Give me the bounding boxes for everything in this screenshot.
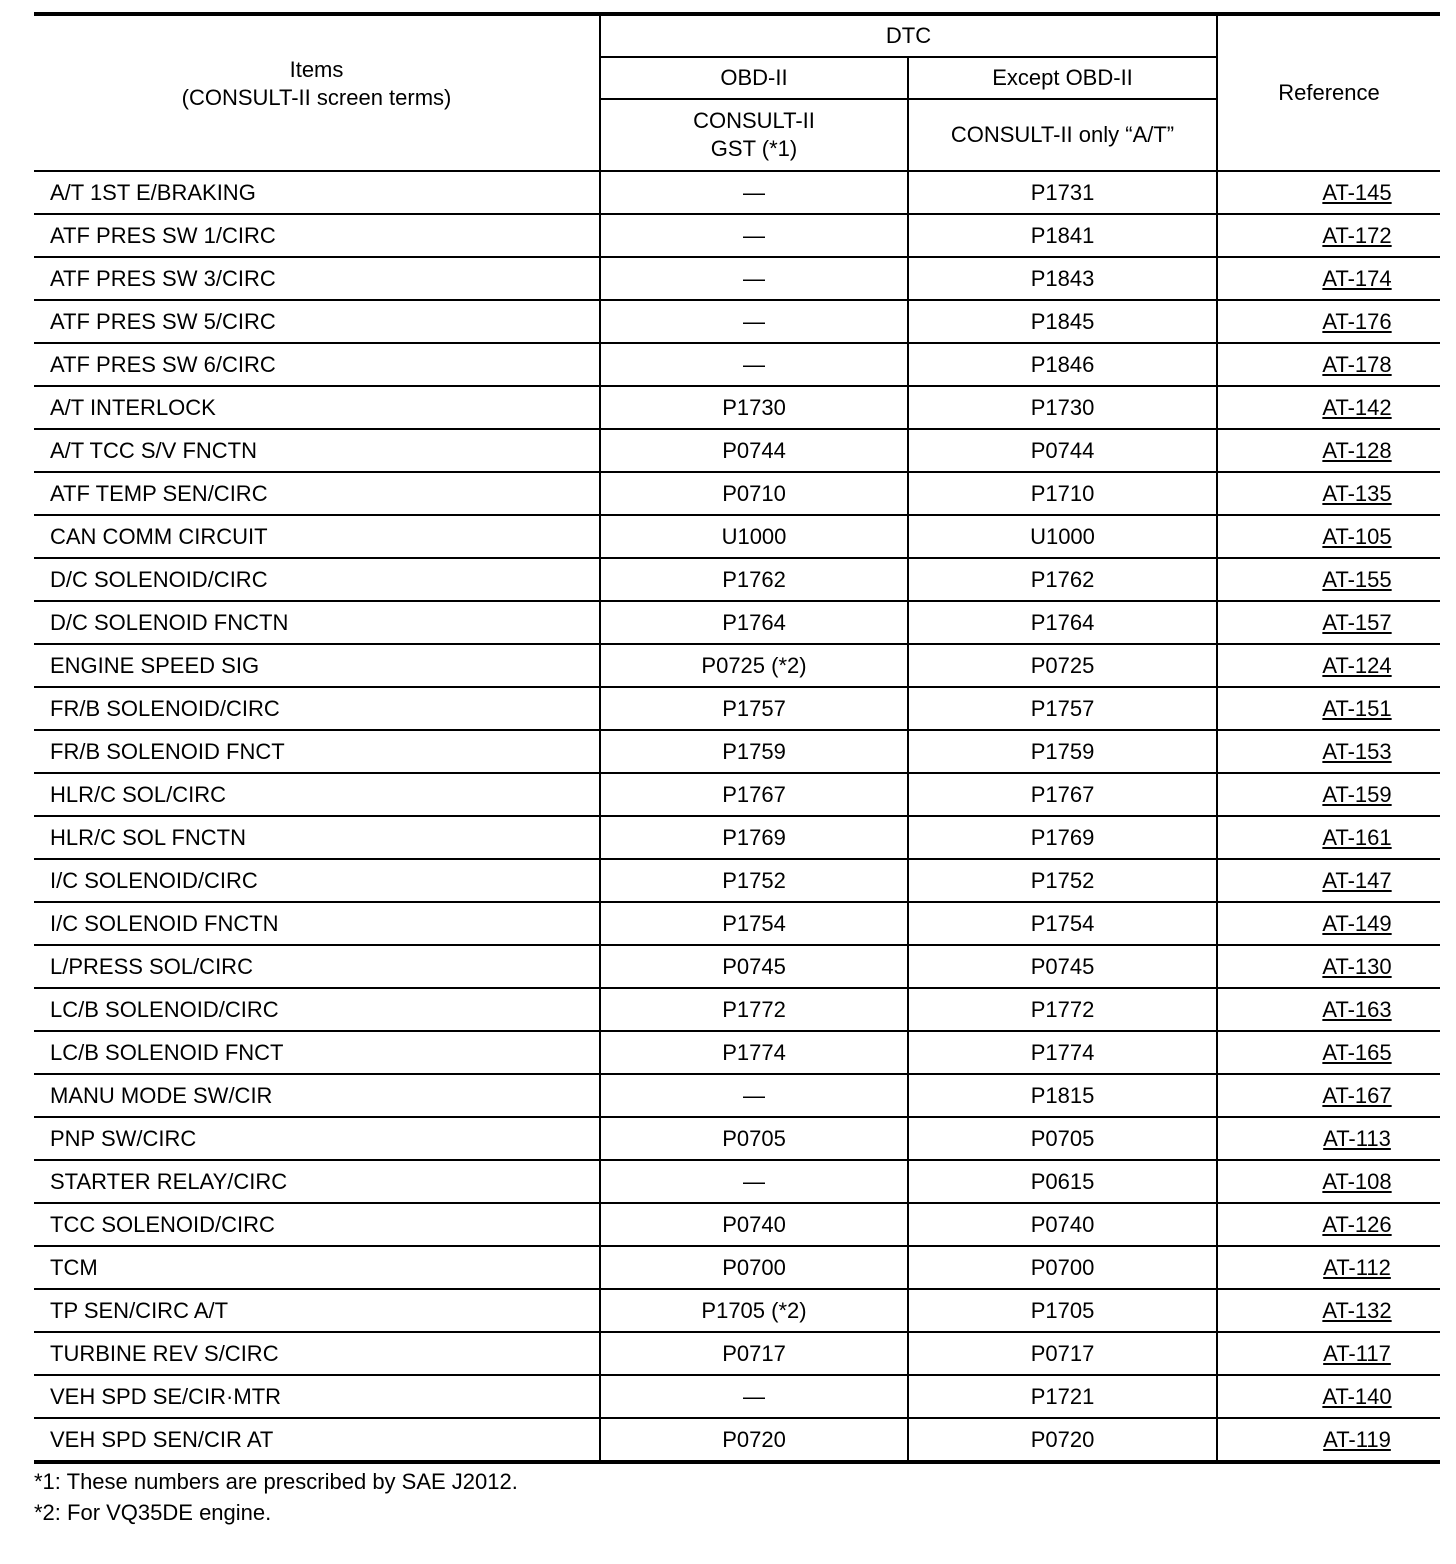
cell-except-obd-dtc: P1730 <box>908 386 1217 429</box>
cell-item-name: A/T 1ST E/BRAKING <box>34 171 600 214</box>
reference-link[interactable]: AT-172 <box>1322 222 1392 248</box>
cell-reference <box>1217 558 1440 601</box>
header-items <box>34 14 600 171</box>
cell-obd-dtc: P0717 <box>600 1332 908 1375</box>
cell-reference <box>1217 1418 1440 1462</box>
reference-link[interactable]: AT-147 <box>1322 867 1392 893</box>
table-row <box>34 1246 1440 1289</box>
table-row <box>34 429 1440 472</box>
table-row <box>34 1031 1440 1074</box>
cell-item-name: LC/B SOLENOID FNCT <box>34 1031 600 1074</box>
reference-link[interactable]: AT-112 <box>1323 1254 1391 1280</box>
reference-link[interactable]: AT-126 <box>1322 1211 1392 1237</box>
cell-except-obd-dtc: P0615 <box>908 1160 1217 1203</box>
cell-except-obd-dtc: P1841 <box>908 214 1217 257</box>
cell-item-name: ATF PRES SW 5/CIRC <box>34 300 600 343</box>
header-reference: Reference <box>1217 14 1440 171</box>
reference-link[interactable]: AT-149 <box>1322 910 1392 936</box>
reference-link[interactable]: AT-140 <box>1322 1383 1392 1409</box>
cell-item-name: I/C SOLENOID/CIRC <box>34 859 600 902</box>
cell-item-name: TCM <box>34 1246 600 1289</box>
cell-item-name: ATF PRES SW 1/CIRC <box>34 214 600 257</box>
table-body <box>34 171 1440 1462</box>
cell-obd-dtc: P1705 (*2) <box>600 1289 908 1332</box>
table-row <box>34 773 1440 816</box>
header-items-subtitle: (CONSULT-II screen terms) <box>181 85 452 110</box>
cell-obd-dtc: — <box>600 343 908 386</box>
cell-item-name: ATF TEMP SEN/CIRC <box>34 472 600 515</box>
cell-except-obd-dtc: P1762 <box>908 558 1217 601</box>
cell-reference <box>1217 1160 1440 1203</box>
table-row <box>34 945 1440 988</box>
cell-except-obd-dtc: P1754 <box>908 902 1217 945</box>
cell-reference <box>1217 1074 1440 1117</box>
cell-reference <box>1217 902 1440 945</box>
reference-link[interactable]: AT-117 <box>1323 1340 1391 1366</box>
cell-reference <box>1217 687 1440 730</box>
cell-obd-dtc: P0720 <box>600 1418 908 1462</box>
cell-except-obd-dtc: P0717 <box>908 1332 1217 1375</box>
cell-reference <box>1217 1289 1440 1332</box>
table-row <box>34 472 1440 515</box>
cell-obd-dtc: P1757 <box>600 687 908 730</box>
table-row <box>34 859 1440 902</box>
header-gst-label: GST (*1) <box>710 136 798 161</box>
table-row <box>34 1289 1440 1332</box>
cell-except-obd-dtc: P1769 <box>908 816 1217 859</box>
table-row <box>34 902 1440 945</box>
cell-except-obd-dtc: P1721 <box>908 1375 1217 1418</box>
cell-except-obd-dtc: U1000 <box>908 515 1217 558</box>
table-row <box>34 1332 1440 1375</box>
reference-link[interactable]: AT-161 <box>1322 824 1392 850</box>
reference-link[interactable]: AT-124 <box>1322 652 1392 678</box>
table-row <box>34 1117 1440 1160</box>
reference-link[interactable]: AT-153 <box>1322 738 1392 764</box>
cell-item-name: D/C SOLENOID FNCTN <box>34 601 600 644</box>
reference-link[interactable]: AT-135 <box>1322 480 1392 506</box>
cell-reference <box>1217 343 1440 386</box>
cell-reference <box>1217 988 1440 1031</box>
cell-except-obd-dtc: P1731 <box>908 171 1217 214</box>
cell-except-obd-dtc: P0705 <box>908 1117 1217 1160</box>
cell-item-name: TCC SOLENOID/CIRC <box>34 1203 600 1246</box>
cell-reference <box>1217 214 1440 257</box>
cell-obd-dtc: P0744 <box>600 429 908 472</box>
table-row <box>34 300 1440 343</box>
cell-obd-dtc: — <box>600 1074 908 1117</box>
cell-except-obd-dtc: P1772 <box>908 988 1217 1031</box>
cell-reference <box>1217 257 1440 300</box>
cell-obd-dtc: P0725 (*2) <box>600 644 908 687</box>
reference-link[interactable]: AT-113 <box>1323 1125 1391 1151</box>
reference-link[interactable]: AT-128 <box>1322 437 1392 463</box>
cell-reference <box>1217 300 1440 343</box>
cell-obd-dtc: U1000 <box>600 515 908 558</box>
reference-link[interactable]: AT-165 <box>1322 1039 1392 1065</box>
table-row <box>34 988 1440 1031</box>
cell-item-name: A/T TCC S/V FNCTN <box>34 429 600 472</box>
cell-reference <box>1217 386 1440 429</box>
cell-obd-dtc: P0740 <box>600 1203 908 1246</box>
cell-obd-dtc: — <box>600 1375 908 1418</box>
cell-item-name: TP SEN/CIRC A/T <box>34 1289 600 1332</box>
table-row <box>34 1418 1440 1462</box>
cell-obd-dtc: — <box>600 214 908 257</box>
cell-obd-dtc: P1772 <box>600 988 908 1031</box>
table-header <box>34 14 1440 171</box>
cell-reference <box>1217 816 1440 859</box>
cell-except-obd-dtc: P1767 <box>908 773 1217 816</box>
header-dtc: DTC <box>600 14 1217 57</box>
cell-obd-dtc: P1730 <box>600 386 908 429</box>
table-row <box>34 644 1440 687</box>
cell-item-name: ATF PRES SW 3/CIRC <box>34 257 600 300</box>
table-row <box>34 1160 1440 1203</box>
cell-item-name: HLR/C SOL/CIRC <box>34 773 600 816</box>
cell-reference <box>1217 601 1440 644</box>
cell-except-obd-dtc: P0740 <box>908 1203 1217 1246</box>
table-row <box>34 214 1440 257</box>
cell-obd-dtc: P1762 <box>600 558 908 601</box>
header-consult-only: CONSULT-II only “A/T” <box>908 99 1217 171</box>
reference-link[interactable]: AT-132 <box>1322 1297 1392 1323</box>
table-row <box>34 730 1440 773</box>
cell-obd-dtc: P0710 <box>600 472 908 515</box>
cell-item-name: STARTER RELAY/CIRC <box>34 1160 600 1203</box>
header-except-obd-ii: Except OBD-II <box>908 57 1217 99</box>
cell-obd-dtc: P0745 <box>600 945 908 988</box>
reference-link[interactable]: AT-176 <box>1322 308 1392 334</box>
cell-item-name: VEH SPD SE/CIR·MTR <box>34 1375 600 1418</box>
table-row <box>34 601 1440 644</box>
reference-link[interactable]: AT-167 <box>1322 1082 1392 1108</box>
table-row <box>34 687 1440 730</box>
dtc-table <box>34 12 1440 1464</box>
footnote-1: *1: These numbers are prescribed by SAE J2012. <box>34 1469 518 1494</box>
cell-obd-dtc: — <box>600 300 908 343</box>
cell-obd-dtc: P0700 <box>600 1246 908 1289</box>
cell-reference <box>1217 472 1440 515</box>
cell-item-name: FR/B SOLENOID FNCT <box>34 730 600 773</box>
table-row <box>34 558 1440 601</box>
cell-item-name: PNP SW/CIRC <box>34 1117 600 1160</box>
cell-obd-dtc: P1764 <box>600 601 908 644</box>
cell-reference <box>1217 1375 1440 1418</box>
reference-link[interactable]: AT-155 <box>1322 566 1392 592</box>
cell-except-obd-dtc: P1757 <box>908 687 1217 730</box>
cell-obd-dtc: — <box>600 1160 908 1203</box>
cell-except-obd-dtc: P1752 <box>908 859 1217 902</box>
cell-item-name: A/T INTERLOCK <box>34 386 600 429</box>
table-row <box>34 515 1440 558</box>
cell-item-name: HLR/C SOL FNCTN <box>34 816 600 859</box>
cell-item-name: ENGINE SPEED SIG <box>34 644 600 687</box>
reference-link[interactable]: AT-178 <box>1322 351 1392 377</box>
cell-except-obd-dtc: P0720 <box>908 1418 1217 1462</box>
cell-obd-dtc: — <box>600 171 908 214</box>
table-row <box>34 816 1440 859</box>
table-row <box>34 171 1440 214</box>
cell-item-name: MANU MODE SW/CIR <box>34 1074 600 1117</box>
cell-reference <box>1217 730 1440 773</box>
cell-item-name: LC/B SOLENOID/CIRC <box>34 988 600 1031</box>
cell-obd-dtc: P1769 <box>600 816 908 859</box>
cell-item-name: VEH SPD SEN/CIR AT <box>34 1418 600 1462</box>
reference-link[interactable]: AT-163 <box>1322 996 1392 1022</box>
table-row <box>34 343 1440 386</box>
reference-link[interactable]: AT-174 <box>1322 265 1392 291</box>
cell-item-name: I/C SOLENOID FNCTN <box>34 902 600 945</box>
footnote-2: *2: For VQ35DE engine. <box>34 1500 272 1525</box>
reference-link[interactable]: AT-119 <box>1323 1426 1391 1452</box>
cell-reference <box>1217 429 1440 472</box>
cell-obd-dtc: P1759 <box>600 730 908 773</box>
reference-link[interactable]: AT-108 <box>1322 1168 1392 1194</box>
cell-except-obd-dtc: P1843 <box>908 257 1217 300</box>
cell-reference <box>1217 1031 1440 1074</box>
cell-reference <box>1217 1117 1440 1160</box>
cell-item-name: TURBINE REV S/CIRC <box>34 1332 600 1375</box>
cell-except-obd-dtc: P1764 <box>908 601 1217 644</box>
cell-reference <box>1217 171 1440 214</box>
cell-reference <box>1217 773 1440 816</box>
cell-obd-dtc: P0705 <box>600 1117 908 1160</box>
cell-except-obd-dtc: P0725 <box>908 644 1217 687</box>
cell-obd-dtc: P1752 <box>600 859 908 902</box>
reference-link[interactable]: AT-159 <box>1322 781 1392 807</box>
cell-item-name: D/C SOLENOID/CIRC <box>34 558 600 601</box>
reference-link[interactable]: AT-157 <box>1322 609 1392 635</box>
reference-link[interactable]: AT-105 <box>1322 523 1392 549</box>
cell-except-obd-dtc: P1759 <box>908 730 1217 773</box>
cell-reference <box>1217 1332 1440 1375</box>
cell-obd-dtc: P1774 <box>600 1031 908 1074</box>
cell-obd-dtc: — <box>600 257 908 300</box>
header-consult-label: CONSULT-II <box>693 108 815 133</box>
table-row <box>34 1375 1440 1418</box>
cell-item-name: ATF PRES SW 6/CIRC <box>34 343 600 386</box>
cell-obd-dtc: P1767 <box>600 773 908 816</box>
cell-item-name: FR/B SOLENOID/CIRC <box>34 687 600 730</box>
cell-reference <box>1217 1203 1440 1246</box>
cell-reference <box>1217 945 1440 988</box>
cell-except-obd-dtc: P0744 <box>908 429 1217 472</box>
table-row <box>34 386 1440 429</box>
reference-link[interactable]: AT-151 <box>1322 695 1392 721</box>
table-row <box>34 1203 1440 1246</box>
header-obd-ii: OBD-II <box>600 57 908 99</box>
cell-reference <box>1217 859 1440 902</box>
cell-except-obd-dtc: P1845 <box>908 300 1217 343</box>
cell-except-obd-dtc: P0700 <box>908 1246 1217 1289</box>
cell-reference <box>1217 515 1440 558</box>
cell-except-obd-dtc: P1710 <box>908 472 1217 515</box>
cell-except-obd-dtc: P1815 <box>908 1074 1217 1117</box>
reference-link[interactable]: AT-145 <box>1322 179 1392 205</box>
header-items-title: Items <box>289 57 344 82</box>
cell-reference <box>1217 1246 1440 1289</box>
cell-except-obd-dtc: P0745 <box>908 945 1217 988</box>
cell-except-obd-dtc: P1774 <box>908 1031 1217 1074</box>
cell-item-name: L/PRESS SOL/CIRC <box>34 945 600 988</box>
table-row <box>34 1074 1440 1117</box>
cell-except-obd-dtc: P1846 <box>908 343 1217 386</box>
footnotes <box>34 1466 518 1528</box>
cell-reference <box>1217 644 1440 687</box>
reference-link[interactable]: AT-142 <box>1322 394 1392 420</box>
header-consult-gst <box>600 99 908 171</box>
reference-link[interactable]: AT-130 <box>1322 953 1392 979</box>
cell-except-obd-dtc: P1705 <box>908 1289 1217 1332</box>
cell-obd-dtc: P1754 <box>600 902 908 945</box>
table-row <box>34 257 1440 300</box>
cell-item-name: CAN COMM CIRCUIT <box>34 515 600 558</box>
